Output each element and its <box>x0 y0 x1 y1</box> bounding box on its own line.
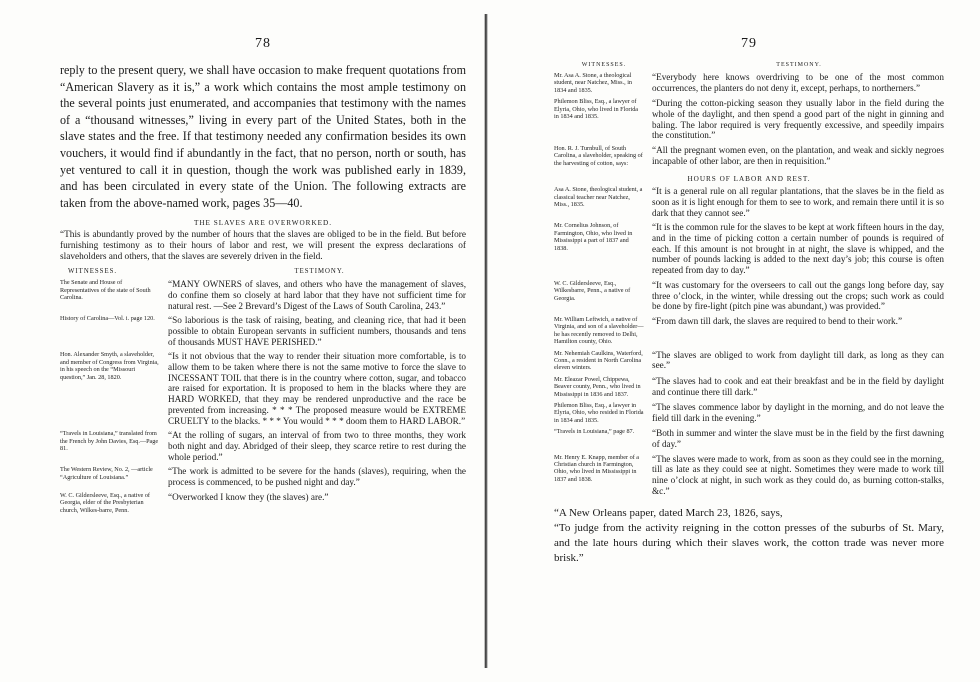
closing-paragraph <box>554 506 944 565</box>
entry-row <box>60 430 466 462</box>
witness-note: Asa A. Stone, theological student, a classical teacher near Natchez, Miss., 1835. <box>554 186 643 209</box>
entry-row <box>60 279 466 311</box>
right-page <box>492 0 980 682</box>
witness-note: Mr. Cornelius Johnson, of Farmington, Ohio, who lived in Mississippi a part of 1837 and 1838. <box>554 222 633 252</box>
entry-row <box>554 98 944 141</box>
testimony-text: “It is the common rule for the slaves to be kept at work fifteen hours in the day, and in the time of picking cotton a certain number of pounds is required of each. If this amount is not brought in at night, the slave is whipped, and the number of pounds lacking is added to the next day’s job; this course is often repeated from day to day.” <box>652 222 944 276</box>
entry-row <box>60 492 466 514</box>
testimony-text: “Overworked I know they (the slaves) are.” <box>168 491 329 502</box>
intro-paragraph: “This is abundantly proved by the number of hours that the slaves are obliged to be in the field. But before furnishing testimony as to their hours of labor and rest, we will present the express declarations of slaveholders and others, that the slaves are severely driven in the field. <box>60 230 466 262</box>
testimony-text: “All the pregnant women even, on the plantation, and weak and sickly negroes incapable of other labor, are then in requisition.” <box>652 145 944 166</box>
book-gutter <box>484 14 488 668</box>
witness-note: Hon. R. J. Turnbull, of South Carolina, a slaveholder, speaking of the harvesting of cotton, says: <box>554 145 643 167</box>
witness-note: Mr. Henry E. Knapp, member of a Christian church in Farmington, Ohio, who lived in Mississippi in 1837 and 1838. <box>554 453 640 483</box>
entry-row <box>554 428 944 449</box>
testimony-text: “The work is admitted to be severe for the hands (slaves), requiring, when the process is commenced, to be pushed night and day.” <box>168 466 466 488</box>
testimony-label: TESTIMONY. <box>294 268 345 276</box>
witness-note: “Travels in Louisiana,” page 87. <box>554 428 635 436</box>
testimony-text: “From dawn till dark, the slaves are required to bend to their work.” <box>652 315 903 326</box>
witness-note: Mr. Asa A. Stone, a theological student, near Natchez, Miss., in 1834 and 1835. <box>554 72 633 94</box>
witness-note: Philemon Bliss, Esq., a lawyer in Elyria, Ohio, who resided in Florida in 1834 and 1835. <box>554 402 644 424</box>
testimony-text: “The slaves commence labor by daylight in the morning, and do not leave the field till dark in the evening.” <box>652 402 944 423</box>
column-headers <box>60 268 466 275</box>
witness-note: Hon. Alexander Smyth, a slaveholder, and member of Congress from Virginia, in his speech on the “Missouri question,” Jan. 28, 1820. <box>60 351 159 381</box>
entry-row <box>554 454 944 497</box>
witness-note: History of Carolina—Vol. i. page 120. <box>60 315 155 323</box>
witness-note: Mr. William Leftwich, a native of Virginia, and son of a slaveholder—he has recently removed to Delhi, Hamilton county, Ohio. <box>554 315 644 346</box>
page-number: 78 <box>255 36 271 51</box>
sub-heading: HOURS OF LABOR AND REST. <box>687 175 811 184</box>
entry-row <box>554 72 944 94</box>
witness-note: The Western Review, No. 2, —article “Agriculture of Louisiana.” <box>60 466 153 481</box>
witness-note: Mr. Eleazar Powel, Chippewa, Beaver county, Penn., who lived in Mississippi in 1836 and 1837. <box>554 375 641 398</box>
witness-note: “Travels in Louisiana,” translated from the French by John Davies, Esq.—Page 81. <box>60 430 159 453</box>
left-page <box>0 0 488 682</box>
entry-row <box>554 402 944 424</box>
column-headers <box>554 62 944 68</box>
entry-row <box>60 315 466 347</box>
entry-row <box>60 351 466 426</box>
witness-note: Mr. Nehemiah Caulkins, Waterford, Conn., a resident in North Carolina eleven winters. <box>554 349 643 372</box>
entry-row <box>60 466 466 487</box>
closing-line-1: “A New Orleans paper, dated March 23, 1826, says, <box>554 507 783 520</box>
section-heading: THE SLAVES ARE OVERWORKED. <box>193 219 333 228</box>
entry-row <box>554 280 944 312</box>
entry-row <box>554 316 944 346</box>
testimony-text: “So laborious is the task of raising, beating, and cleaning rice, that had it been possible to obtain European servants in sufficient numbers, thousands and tens of thousands MUST HAVE PERISHED.” <box>168 315 466 347</box>
testimony-text: “MANY OWNERS of slaves, and others who have the management of slaves, do confine them so closely at hard labor that they have not sufficient time for natural rest. —See 2 Brevard’s Digest of the Laws of South Carolina, 243.” <box>168 279 466 311</box>
testimony-text: “Both in summer and winter the slave must be in the field by the first dawning of day.” <box>652 428 944 449</box>
witness-note: W. C. Gildersleeve, Esq., a native of Georgia, elder of the Presbyterian church, Wilkes-barre, Penn. <box>60 491 150 514</box>
testimony-text: “Is it not obvious that the way to render their situation more comfortable, is to allow them to be taken where there is not the same motive to force the slave to INCESSANT TOIL that there is in the country where cotton, sugar, and tobacco are raised for exportation. It is proposed to hem in the blacks where they are HARD WORKED, that they may be rendered unproductive and the race be prevented from increasing. * * * The proposed measure would be EXTREME CRUELTY to the blacks. * * * You would * * * doom them to HARD LABOR.” <box>168 351 466 426</box>
witness-note: Philemon Bliss, Esq., a lawyer of Elyria, Ohio, who lived in Florida in 1834 and 1835. <box>554 98 639 121</box>
closing-line-2: “To judge from the activity reigning in the cotton presses of the suburbs of St. Mary, and the late hours during which their slaves work, the cotton trade was never more brisk.” <box>554 522 944 564</box>
testimony-text: “The slaves are obliged to work from daylight till dark, as long as they can see.” <box>652 349 944 371</box>
page-number: 79 <box>741 36 757 51</box>
witnesses-label: WITNESSES. <box>581 62 627 68</box>
testimony-text: “Everybody here knows overdriving to be one of the most common occurrences, the planters do not deny it, except, perhaps, to northerners.” <box>652 72 944 93</box>
testimony-text: “At the rolling of sugars, an interval of from two to three months, they work both night and day. Abridged of their sleep, they scarce retire to rest during the whole period.” <box>168 430 466 462</box>
entry-row <box>554 350 944 372</box>
testimony-label: TESTIMONY. <box>776 62 822 68</box>
witness-note: The Senate and House of Representatives of the state of South Carolina. <box>60 279 151 301</box>
testimony-text: “It was customary for the overseers to call out the gangs long before day, say three o’clock, in the winter, while dressing out the crops; such work as could be done by fire-light (pitch pine was abundant,) was provided.” <box>652 279 944 312</box>
body-paragraph: reply to the present query, we shall have occasion to make frequent quotations from “American Slavery as it is,” a work which contains the most ample testimony on the several points just enumerated, and accompanies that testimony with the names of a “thousand witnesses,” living in every part of the United States, both in the slave states and the free. If that testimony needed any confirmation besides its own vouchers, it would find if abundantly in the fact, that no person, north or south, has yet ventured to call it in question, though the work was published early in 1839, and has been circulated in every state of the Union. The following extracts are taken from the above-named work, pages 35—40. <box>60 63 466 210</box>
testimony-text: “It is a general rule on all regular plantations, that the slaves be in the field as soon as it is light enough for them to see to work, and remain there until it is so dark that they cannot see.” <box>652 186 944 218</box>
witness-note: W. C. Gildersleeve, Esq., Wilkesbarre, Penn., a native of Georgia. <box>554 279 631 302</box>
entry-row <box>554 145 944 167</box>
entry-row <box>554 186 944 218</box>
entry-row <box>554 222 944 276</box>
testimony-text: “During the cotton-picking season they usually labor in the field during the whole of the daylight, and then spend a good part of the night in ginning and baling. The labor required is very frequently excessive, and speedily impairs the constitution.” <box>652 98 944 141</box>
testimony-text: “The slaves had to cook and eat their breakfast and be in the field by daylight and continue there till dark.” <box>652 375 944 397</box>
witnesses-label: WITNESSES. <box>68 268 118 276</box>
entry-row <box>554 376 944 398</box>
testimony-text: “The slaves were made to work, from as soon as they could see in the morning, till as late as they could see at night. Sometimes they were made to work till nine o’clock at night, in such work as they could do, as burning cotton-stalks, &c.” <box>652 453 944 496</box>
